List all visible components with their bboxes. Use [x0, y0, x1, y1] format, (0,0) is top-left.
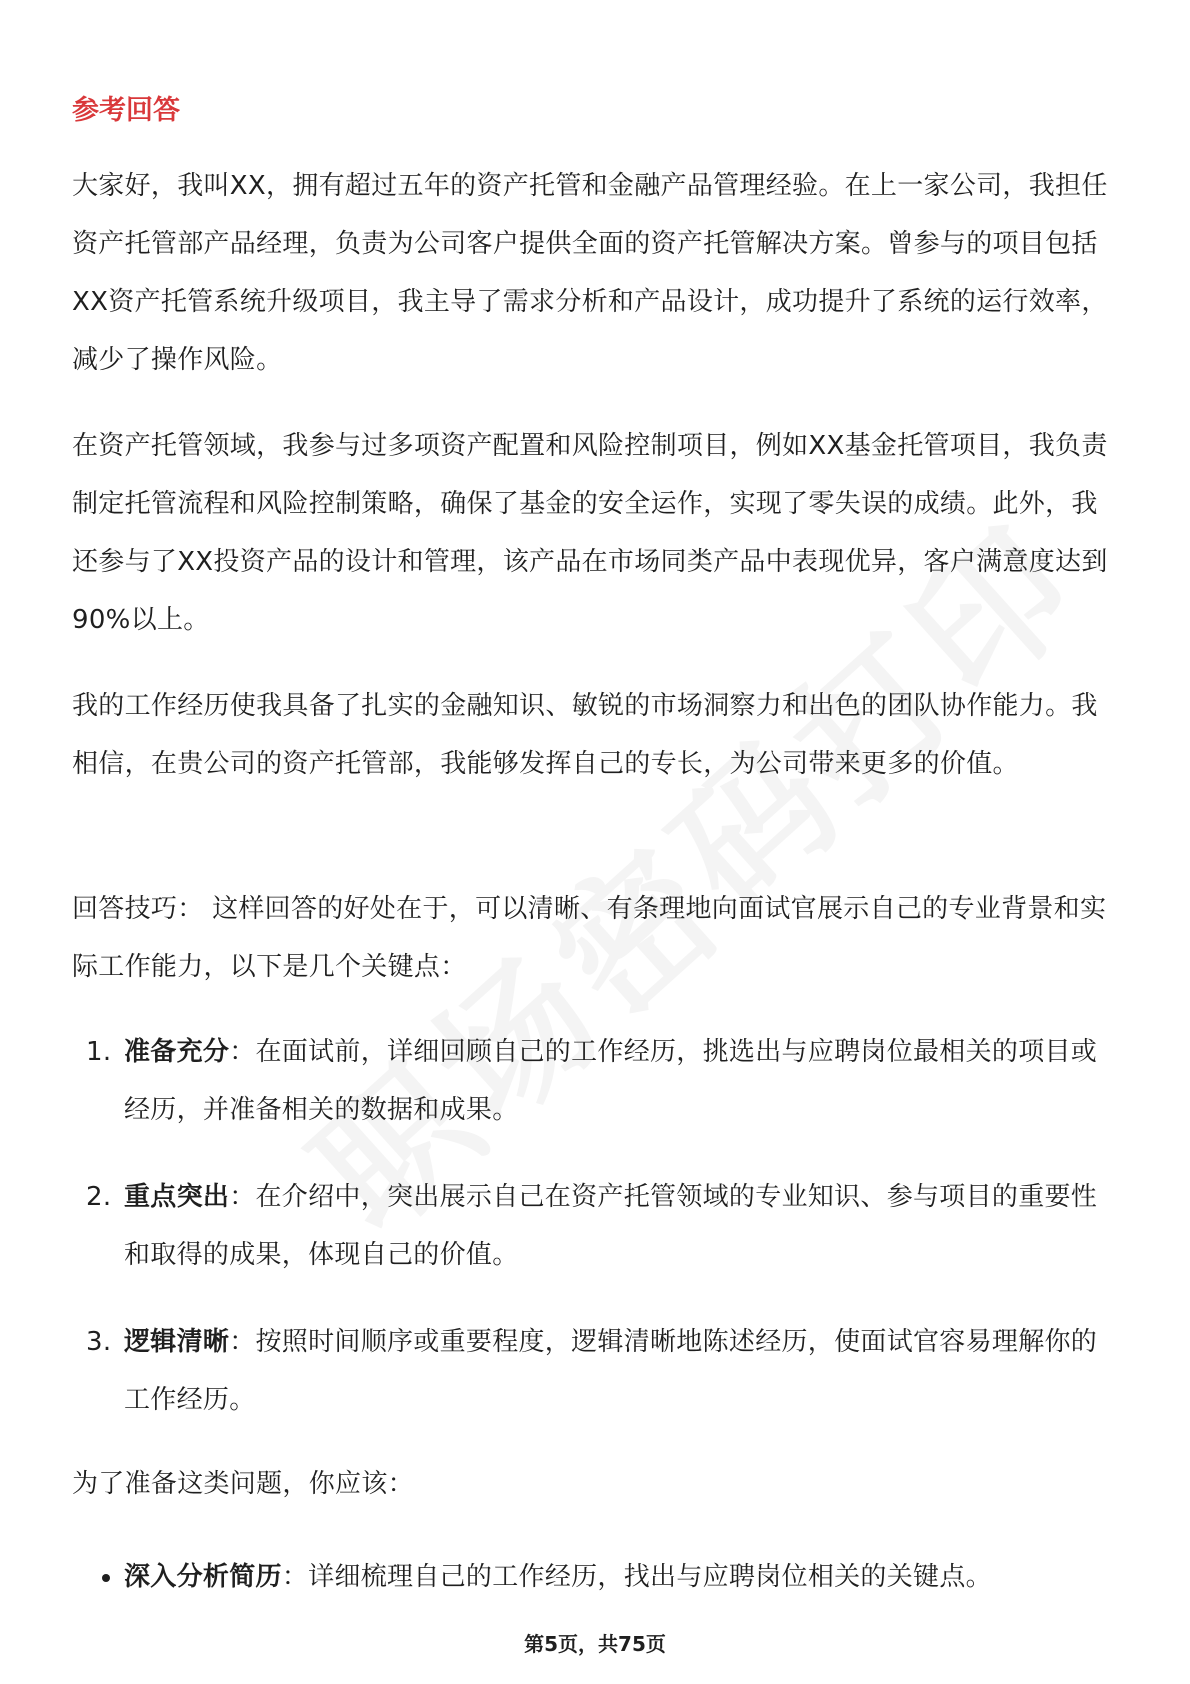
list-item [72, 1313, 1122, 1429]
answer-paragraph-1: 大家好，我叫XX，拥有超过五年的资产托管和金融产品管理经验。在上一家公司，我担任资产托管部产品经理，负责为公司客户提供全面的资产托管解决方案。曾参与的项目包括XX资产托管系统升级项目，我主导了需求分析和产品设计，成功提升了系统的运行效率，减少了操作风险。 [72, 171, 1108, 375]
page-number: 第5页，共75页 [524, 1632, 666, 1656]
bullet-icon [102, 1574, 110, 1582]
answer-tips-intro: 回答技巧： 这样回答的好处在于，可以清晰、有条理地向面试官展示自己的专业背景和实际工作能力，以下是几个关键点： [72, 894, 1107, 982]
preparation-intro: 为了准备这类问题，你应该： [72, 1469, 414, 1499]
tip-text: ：在介绍中，突出展示自己在资产托管领域的专业知识、参与项目的重要性和取得的成果，体现自己的价值。 [124, 1182, 1098, 1270]
list-item [72, 1023, 1122, 1139]
tip-text: ：按照时间顺序或重要程度，逻辑清晰地陈述经历，使面试官容易理解你的工作经历。 [124, 1327, 1098, 1415]
tip-text: ：在面试前，详细回顾自己的工作经历，挑选出与应聘岗位最相关的项目或经历，并准备相关的数据和成果。 [124, 1037, 1098, 1125]
section-heading: 参考回答 [72, 95, 180, 126]
answer-paragraph-2: 在资产托管领域，我参与过多项资产配置和风险控制项目，例如XX基金托管项目，我负责制定托管流程和风险控制策略，确保了基金的安全运作，实现了零失误的成绩。此外，我还参与了XX投资产品的设计和管理，该产品在市场同类产品中表现优异，客户满意度达到90%以上。 [72, 431, 1108, 635]
list-number: 3. [86, 1327, 112, 1357]
tip-title: 准备充分 [124, 1037, 230, 1067]
list-item [72, 1168, 1122, 1284]
list-number: 2. [86, 1182, 112, 1212]
tip-title: 重点突出 [124, 1182, 230, 1212]
preparation-list [72, 1548, 1122, 1606]
answer-paragraph-3: 我的工作经历使我具备了扎实的金融知识、敏锐的市场洞察力和出色的团队协作能力。我相信，在贵公司的资产托管部，我能够发挥自己的专长，为公司带来更多的价值。 [72, 691, 1098, 779]
prep-title: 深入分析简历 [124, 1562, 282, 1592]
prep-text: ：详细梳理自己的工作经历，找出与应聘岗位相关的关键点。 [281, 1562, 992, 1592]
tip-title: 逻辑清晰 [124, 1327, 230, 1357]
list-item [72, 1548, 1122, 1606]
list-number: 1. [86, 1037, 112, 1067]
